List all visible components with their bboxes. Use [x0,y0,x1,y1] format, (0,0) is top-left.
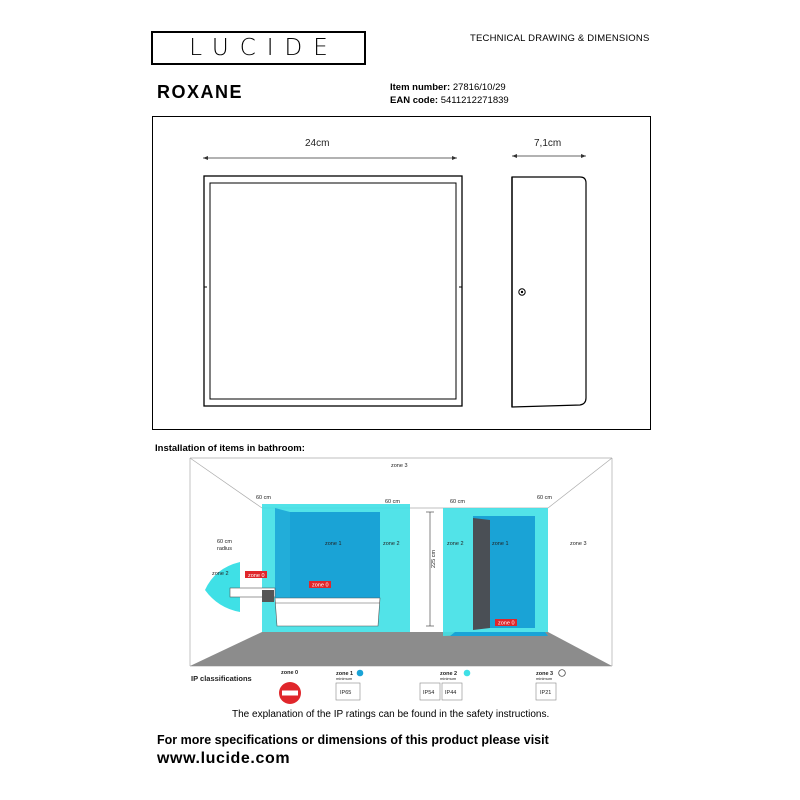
zone2-shower-label: zone 2 [447,541,464,547]
brand-logo-text: LUCIDE [189,35,339,61]
zone1-bath-label: zone 1 [325,541,342,547]
room-floor [190,632,612,666]
zone1-shower-label: zone 1 [492,541,509,547]
cm60-label-d: 60 cm [537,495,552,501]
zone0-sink-label: zone 0 [248,573,265,579]
cm60-label-a: 60 cm [256,495,271,501]
width-label: 24cm [305,138,330,149]
ip65-label: IP65 [340,690,352,696]
zone3-right-label: zone 3 [570,541,587,547]
zone0-shower-label: zone 0 [498,620,515,627]
width-arrow-right [452,156,457,160]
depth-label: 7,1cm [534,138,562,149]
zone0-bath-label: zone 0 [312,582,329,589]
ip-zone3-label: zone 3 [536,671,554,677]
depth-arrow-right [581,154,586,158]
sink-cabinet [262,590,274,602]
cm60-label-b: 60 cm [385,499,400,505]
bath-zone1-side [275,508,290,605]
no-entry-bar [282,691,298,696]
front-view-outer [204,176,462,406]
ean-label: EAN code: [390,95,439,106]
zone3-color-dot [559,670,566,677]
ip-explanation-note: The explanation of the IP ratings can be found in the safety instructions. [232,709,550,720]
sink-zone2-area [205,562,240,612]
ip-zone2-label: zone 2 [440,671,458,677]
ip-zone1-min: minimum [336,676,353,681]
room-ceiling-right [548,458,612,508]
ip-zone2-min: minimum [440,676,457,681]
ean-value: 5411212271839 [440,95,509,106]
radius-label-2: radius [217,546,232,552]
footer-url-link[interactable]: www.lucide.com [157,750,291,767]
ip44-label: IP44 [445,690,457,696]
shower-tray [450,632,548,636]
bath-zone1-area [290,512,380,602]
depth-arrow-left [512,154,517,158]
front-view-inner [210,183,456,399]
cm60-label-c: 60 cm [450,499,465,505]
bathroom-title: Installation of items in bathroom: [155,443,305,454]
ip-zone0-label: zone 0 [281,670,299,676]
footer-text: For more specifications or dimensions of this product please visit [157,733,549,747]
width-arrow-left [203,156,208,160]
ip-zone1-label: zone 1 [336,671,354,677]
ip21-label: IP21 [540,690,552,696]
room-ceiling-left [190,458,262,508]
bathtub [275,598,380,626]
zone3-top-label: zone 3 [391,463,408,469]
ip54-label: IP54 [423,690,435,696]
zone2-bath-label: zone 2 [383,541,400,547]
doc-title: TECHNICAL DRAWING & DIMENSIONS [470,33,650,44]
height-225-label: 225 cm [431,549,437,568]
side-view-screw-center [521,291,523,293]
item-number-value: 27816/10/29 [452,82,506,93]
item-number-label: Item number: [390,82,451,93]
ip-zone3-min: minimum [536,676,553,681]
zone2-color-dot [464,670,471,677]
radius-label-1: 60 cm [217,539,232,545]
zone1-color-dot [357,670,364,677]
zone2-left-label: zone 2 [212,571,229,577]
bathroom-zones-diagram [0,440,800,710]
shower-glass-panel [473,518,490,630]
product-name: ROXANE [157,82,244,102]
ip-classifications-title: IP classifications [191,674,252,683]
